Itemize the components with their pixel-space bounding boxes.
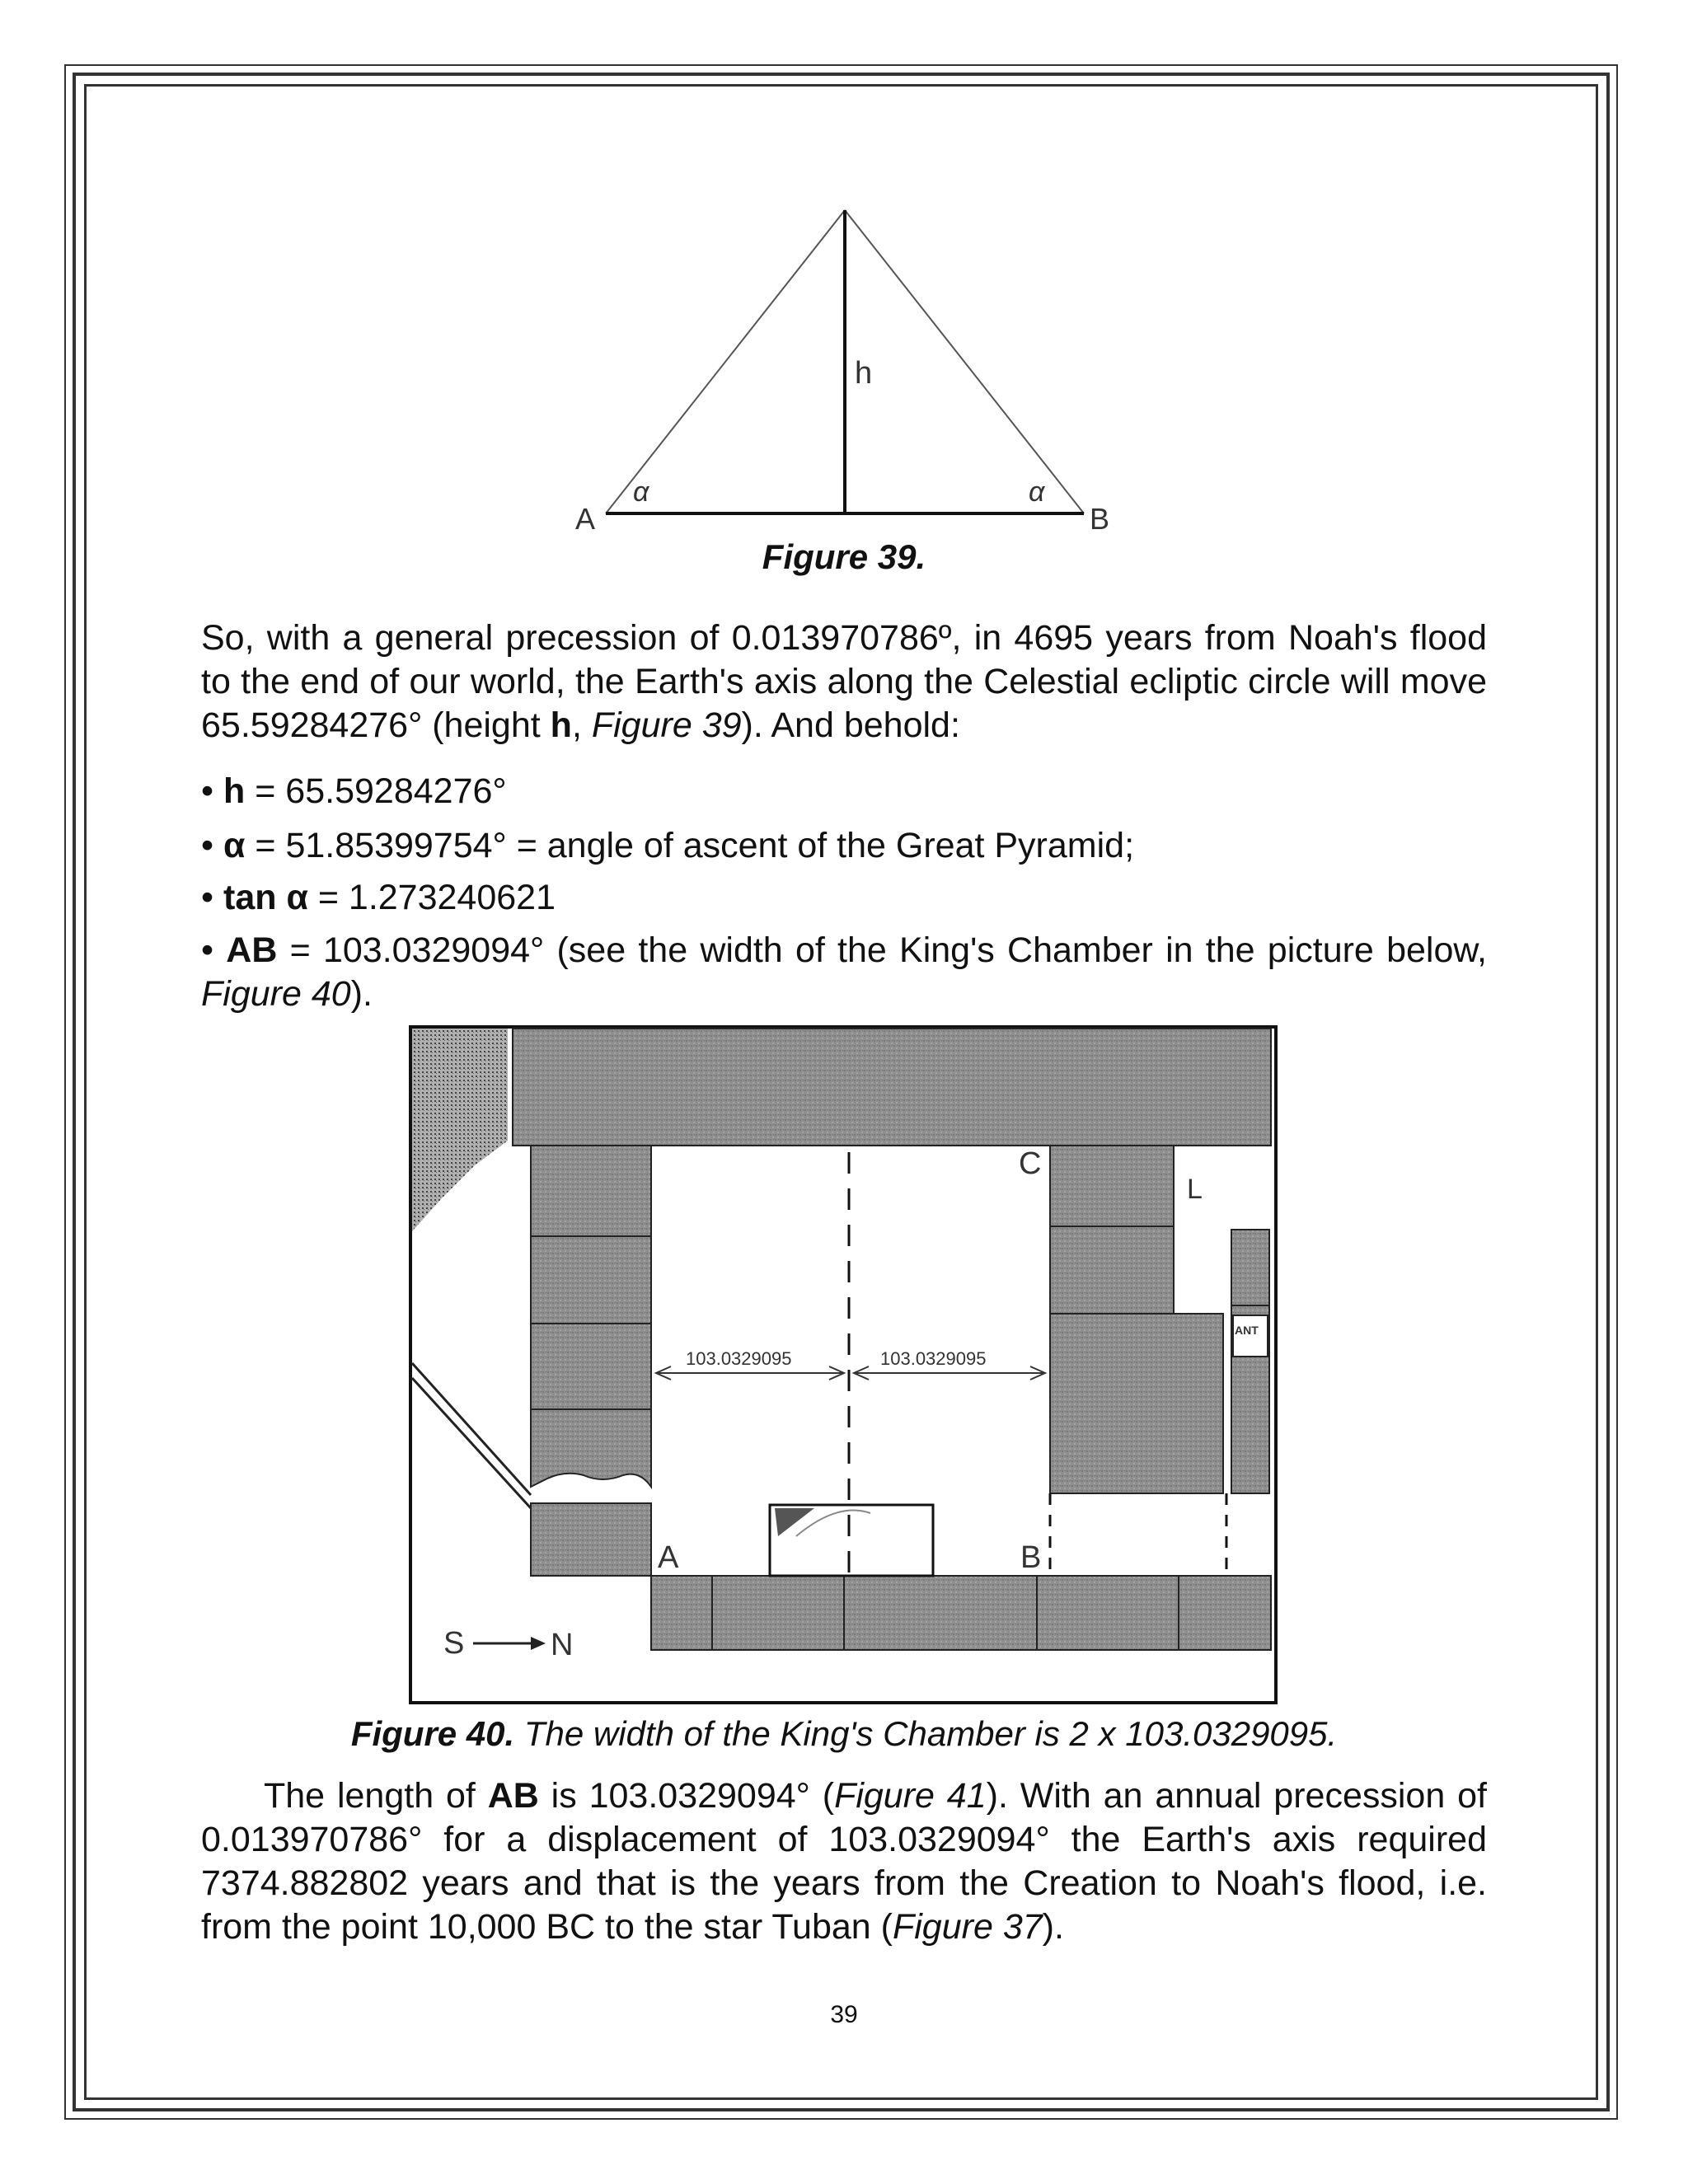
paragraph-2-text: The length of: [264, 1776, 488, 1816]
paragraph-1: [201, 616, 1487, 748]
antechamber-label: ANT: [1235, 1324, 1259, 1337]
bullet-mark: •: [201, 930, 214, 970]
bullet-mark: •: [201, 878, 214, 917]
figure-39-triangle: [560, 198, 1137, 544]
triangle-left-side: [606, 210, 845, 513]
paragraph-2-bold-ab: AB: [487, 1776, 539, 1816]
triangle-right-side: [845, 210, 1084, 513]
bullet-h: [201, 770, 1487, 813]
paragraph-1-text: So, with a general precession of 0.013970786º, in 4695 years from Noah's flood to the end of our world, the Earth's axis along the Celestial ecliptic circle will move 65.59284276° (height: [201, 618, 1487, 745]
bullet-term: AB: [226, 930, 278, 970]
point-l-label: L: [1187, 1174, 1203, 1205]
right-wall-block-2: [1050, 1226, 1174, 1314]
bullet-term: h: [223, 771, 246, 811]
bullet-alpha: [201, 824, 1487, 868]
floor-block-4: [1037, 1576, 1179, 1650]
figure-39-caption: Figure 39.: [762, 537, 926, 576]
left-wall-block-1: [531, 1146, 651, 1236]
point-a-label: A: [658, 1540, 679, 1575]
bullet-mark: •: [201, 826, 214, 865]
paragraph-1-comma: ,: [571, 705, 592, 745]
height-label: h: [855, 356, 873, 391]
bullet-value: = 51.85399754° = angle of ascent of the Great Pyramid;: [245, 826, 1135, 865]
width-label-right: 103.0329095: [880, 1348, 987, 1369]
vertex-a-label: A: [575, 502, 596, 536]
paragraph-2-figure-ref: Figure 37: [892, 1907, 1043, 1947]
bullet-mark: •: [201, 771, 214, 811]
bullet-ab: [201, 929, 1487, 1016]
bullet-tan-alpha: [201, 876, 1487, 920]
figure-40-kings-chamber: [409, 1025, 1278, 1704]
bullet-value: = 103.0329094° (see the width of the King's Chamber in the picture below,: [277, 930, 1487, 970]
bullet-term: tan α: [223, 878, 308, 917]
left-wall-block-3: [531, 1324, 651, 1409]
left-wall-block-2: [531, 1236, 651, 1324]
vertex-b-label: B: [1090, 502, 1110, 536]
bullet-end: ).: [350, 974, 373, 1014]
width-label-left: 103.0329095: [686, 1348, 792, 1369]
floor-block-1: [651, 1576, 712, 1650]
paragraph-2-figure-ref: Figure 41: [834, 1776, 987, 1816]
paragraph-2: [201, 1774, 1487, 1949]
figure-40-caption-bold: Figure 40.: [350, 1714, 515, 1753]
floor-block-5: [1179, 1576, 1271, 1650]
bullet-term: α: [223, 826, 246, 865]
paragraph-2-text: is 103.0329094° (: [538, 1776, 835, 1816]
paragraph-2-text: ). With an annual precession of 0.013970786° for a displacement of 103.0329094° the Earth's axis required 7374.882802 years and that is the years from the Creation to Noah's flood, i.e. from the point 10,000 BC to the star Tuban (: [201, 1776, 1487, 1947]
bullet-value: = 65.59284276°: [245, 771, 507, 811]
right-angle-label: α: [1029, 476, 1045, 508]
figure-40-caption: [0, 1714, 1688, 1754]
bullet-value: = 1.273240621: [307, 878, 556, 917]
left-angle-label: α: [633, 476, 649, 508]
direction-s-label: S: [443, 1626, 465, 1661]
direction-n-label: N: [551, 1628, 574, 1662]
page-number: 39: [830, 2001, 858, 2028]
paragraph-1-figure-ref: Figure 39: [591, 705, 742, 745]
paragraph-1-bold-h: h: [550, 705, 572, 745]
figure-40-caption-text: The width of the King's Chamber is 2 x 103.0329095.: [514, 1714, 1338, 1753]
right-wall-block-1: [1050, 1146, 1174, 1226]
point-c-label: C: [1019, 1146, 1042, 1181]
antechamber-block-top: [1231, 1230, 1269, 1305]
paragraph-1-end: ). And behold:: [741, 705, 960, 745]
bullet-figure-ref: Figure 40: [201, 974, 351, 1014]
ceiling-block: [513, 1029, 1271, 1146]
left-wall-block-5: [531, 1503, 651, 1576]
paragraph-2-end: ).: [1042, 1907, 1064, 1947]
floor-block-2: [712, 1576, 844, 1650]
right-wall-block-3: [1050, 1314, 1223, 1493]
point-b-label: B: [1020, 1540, 1042, 1575]
floor-block-3: [844, 1576, 1037, 1650]
